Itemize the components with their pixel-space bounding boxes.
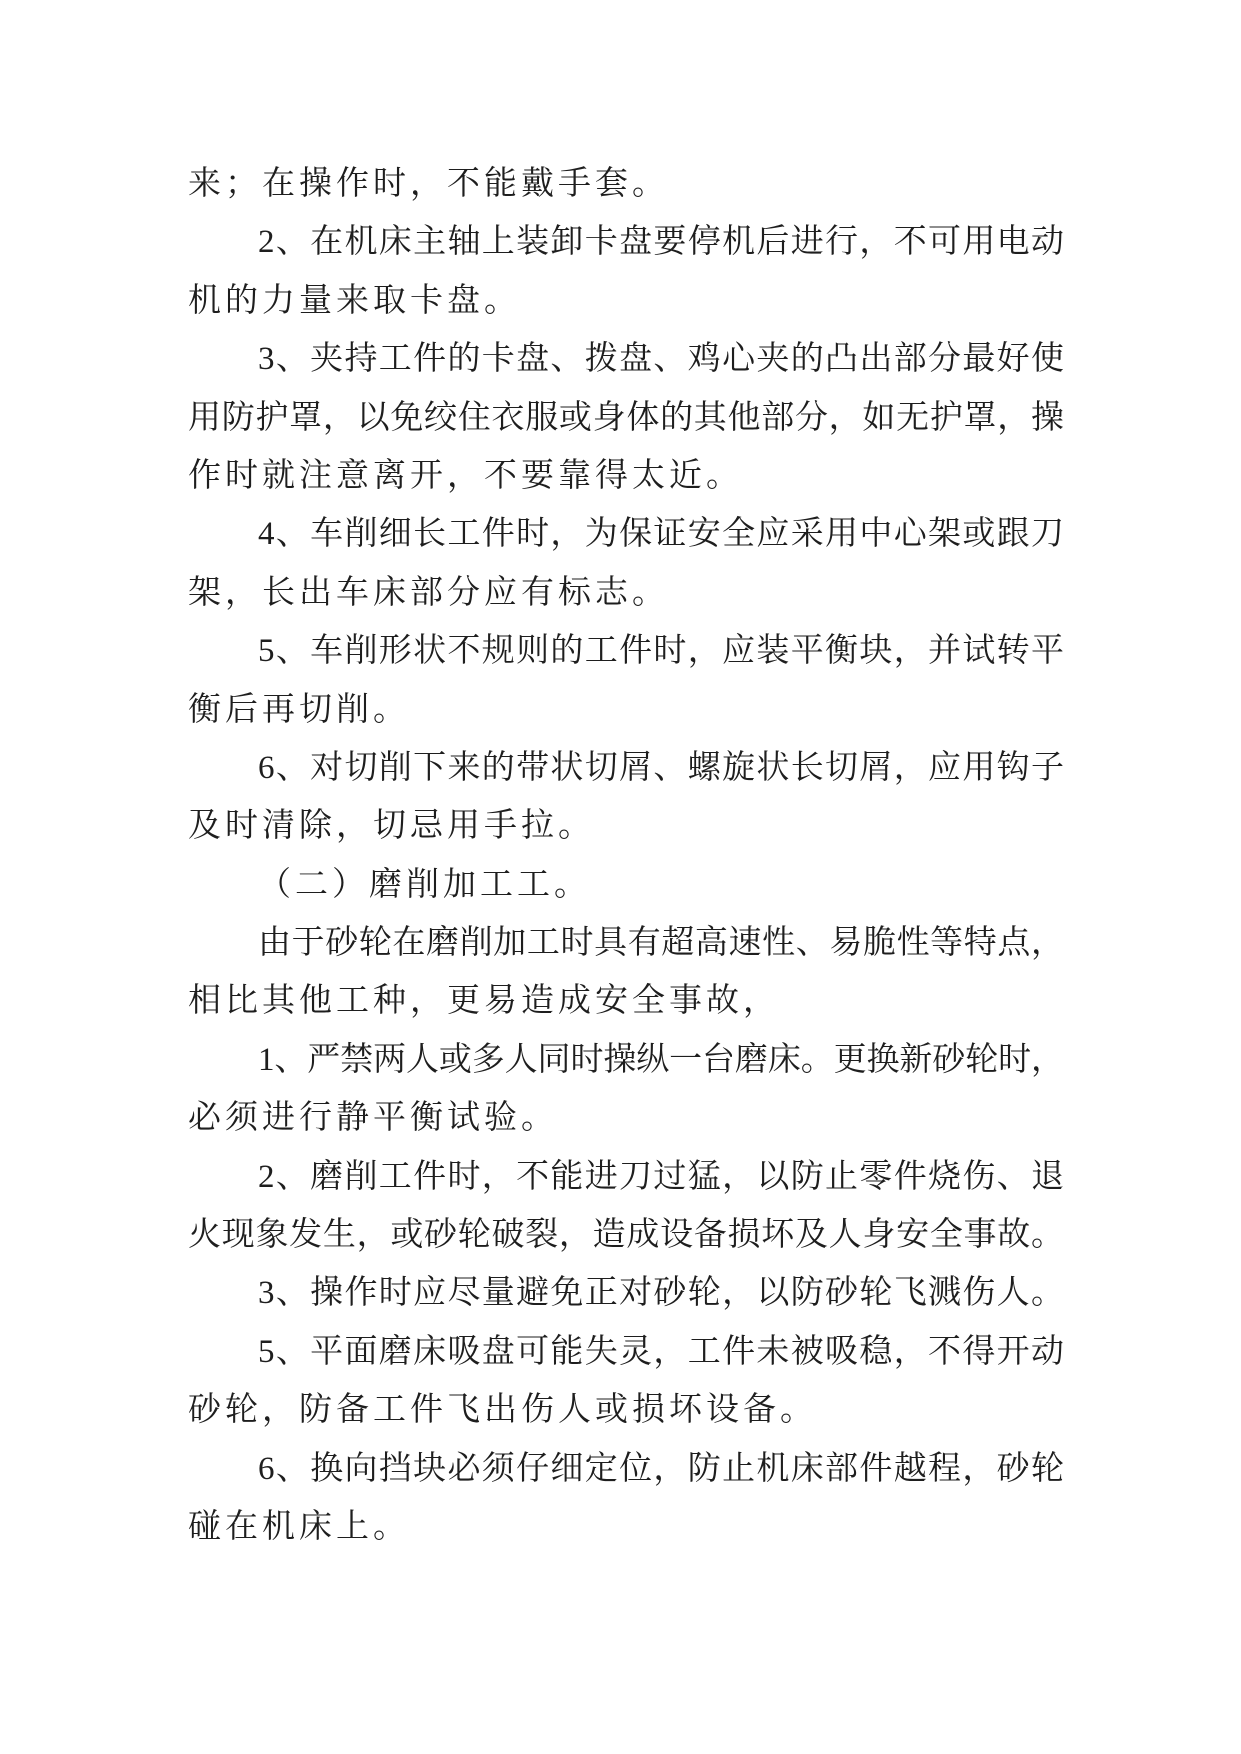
text-line: 架，长出车床部分应有标志。 <box>188 574 669 611</box>
text-line: 来；在操作时，不能戴手套。 <box>188 166 669 202</box>
text-line: 衡后再切削。 <box>188 691 410 728</box>
text-line: 1、严禁两人或多人同时操纵一台磨床。更换新砂轮时， <box>258 1041 1063 1078</box>
text-line: 砂轮，防备工件飞出伤人或损坏设备。 <box>188 1392 817 1429</box>
text-line: 3、夹持工件的卡盘、拨盘、鸡心夹的凸出部分最好使 <box>258 341 1063 378</box>
document-body <box>188 155 1063 1556</box>
text-line: 3、操作时应尽量避免正对砂轮，以防砂轮飞溅伤人。 <box>258 1275 1063 1312</box>
text-line: 5、平面磨床吸盘可能失灵，工件未被吸稳，不得开动 <box>258 1333 1063 1370</box>
text-line: 由于砂轮在磨削加工时具有超高速性、易脆性等特点， <box>258 925 1063 962</box>
text-line: 5、车削形状不规则的工件时，应装平衡块，并试转平 <box>258 633 1063 670</box>
text-line: 6、对切削下来的带状切屑、螺旋状长切屑，应用钩子 <box>258 749 1063 786</box>
text-line: 6、换向挡块必须仔细定位，防止机床部件越程，砂轮 <box>258 1450 1063 1487</box>
text-line: 用防护罩，以免绞住衣服或身体的其他部分，如无护罩，操 <box>188 399 1063 436</box>
text-line: 作时就注意离开，不要靠得太近。 <box>188 457 743 494</box>
text-line: 2、磨削工件时，不能进刀过猛，以防止零件烧伤、退 <box>258 1158 1063 1195</box>
text-line: 2、在机床主轴上装卸卡盘要停机后进行，不可用电动 <box>258 224 1063 261</box>
text-line: 及时清除，切忌用手拉。 <box>188 808 595 845</box>
text-line: 火现象发生，或砂轮破裂，造成设备损坏及人身安全事故。 <box>188 1217 1063 1254</box>
text-line: 必须进行静平衡试验。 <box>188 1100 558 1137</box>
text-line: （二）磨削加工工。 <box>258 866 591 903</box>
text-line: 机的力量来取卡盘。 <box>188 282 521 319</box>
text-line: 相比其他工种，更易造成安全事故， <box>188 983 780 1020</box>
text-line: 4、车削细长工件时，为保证安全应采用中心架或跟刀 <box>258 516 1063 553</box>
text-line: 碰在机床上。 <box>188 1508 410 1545</box>
